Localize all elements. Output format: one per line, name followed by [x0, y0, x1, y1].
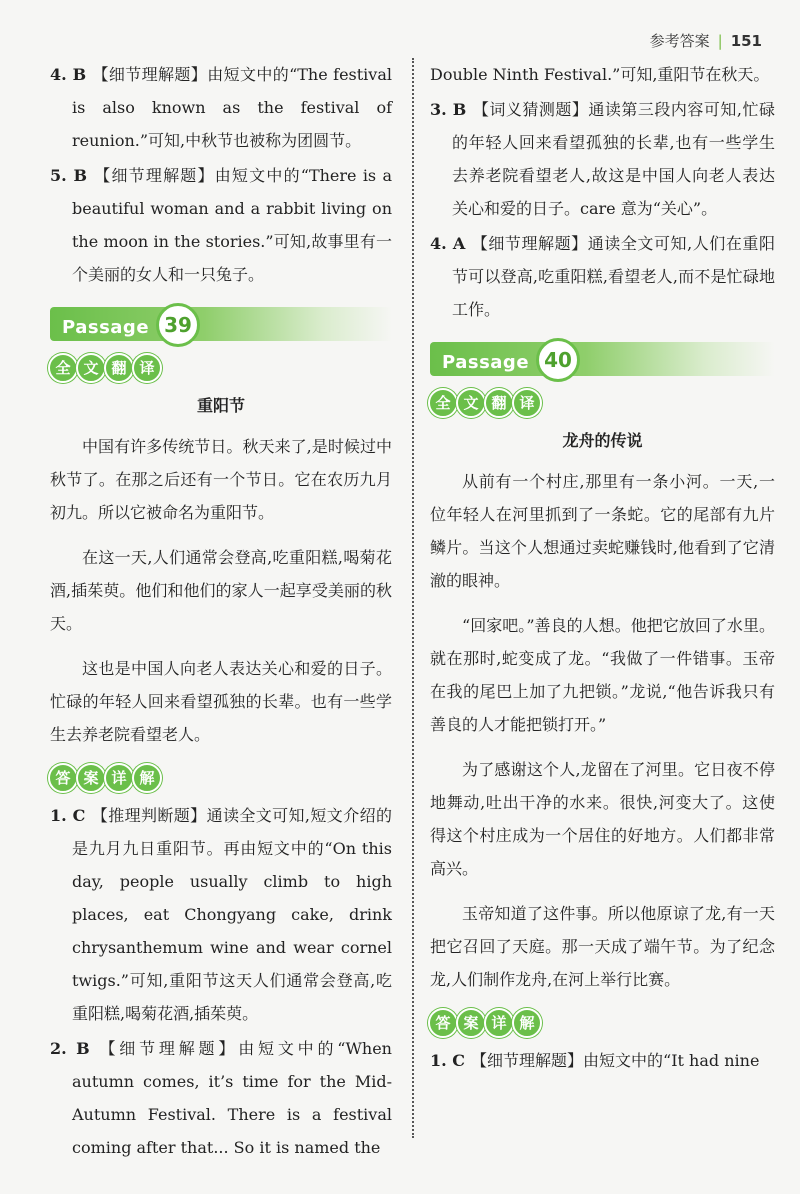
answer-text: 由短文中的“There is a beautiful woman and a rabbit living on the moon in the stories.”可知,故事里有一个美丽的女人和一只兔子。 [72, 166, 392, 284]
badge-char: 解 [132, 763, 162, 793]
translation-paragraph: 中国有许多传统节日。秋天来了,是时候过中秋节了。在那之后还有一个节日。它在农历九月初九。所以它被命名为重阳节。 [50, 437, 392, 522]
right-column [430, 58, 775, 1079]
answer-item [50, 159, 392, 291]
column-divider [412, 58, 414, 1138]
header-separator: | [717, 32, 723, 50]
translation-paragraph: 从前有一个村庄,那里有一条小河。一天,一位年轻人在河里抓到了一条蛇。它的尾部有九片鳞片。当这个人想通过卖蛇赚钱时,他看到了它清澈的眼神。 [430, 472, 775, 590]
badge-char: 全 [48, 353, 78, 383]
badge-char: 翻 [484, 388, 514, 418]
answers-badge [48, 763, 392, 793]
question-type: 【细节理解题】 [92, 65, 208, 84]
passage-number: 39 [156, 303, 200, 347]
page-number: 151 [730, 32, 762, 50]
badge-char: 文 [456, 388, 486, 418]
answer-continuation [430, 58, 775, 91]
translation-paragraph: 玉帝知道了这件事。所以他原谅了龙,有一天把它召回了天庭。那一天成了端午节。为了纪念龙,人们制作龙舟,在河上举行比赛。 [430, 904, 775, 989]
answer-text: 由短文中的“When autumn comes, it’s time for the Mid-Autumn Festival. There is a festival coming after that... So it is named the [72, 1039, 392, 1157]
answer-item [430, 93, 775, 225]
left-column [50, 58, 392, 1166]
badge-char: 解 [512, 1008, 542, 1038]
badge-char: 案 [456, 1008, 486, 1038]
answer-label: 1. C [430, 1051, 466, 1070]
passage-number: 40 [536, 338, 580, 382]
translation-title: 龙舟的传说 [562, 431, 643, 450]
question-type: 【细节理解题】 [93, 166, 215, 185]
answer-text: 由短文中的“It had nine [583, 1051, 760, 1070]
badge-char: 答 [48, 763, 78, 793]
translation-paragraph: 这也是中国人向老人表达关心和爱的日子。忙碌的年轻人回来看望孤独的长辈。也有一些学生去养老院看望老人。 [50, 659, 392, 744]
badge-char: 翻 [104, 353, 134, 383]
badge-char: 详 [104, 763, 134, 793]
badge-char: 全 [428, 388, 458, 418]
answer-item [430, 1044, 775, 1077]
answer-item [50, 58, 392, 157]
passage-banner [430, 342, 775, 376]
answers-badge [428, 1008, 775, 1038]
answer-label: 3. B [430, 100, 467, 119]
translation-paragraph: “回家吧。”善良的人想。他把它放回了水里。就在那时,蛇变成了龙。“我做了一件错事。玉帝在我的尾巴上加了九把锁。”龙说,“他告诉我只有善良的人才能把锁打开。” [430, 616, 775, 734]
answer-item [430, 227, 775, 326]
translation-paragraph: 为了感谢这个人,龙留在了河里。它日夜不停地舞动,吐出干净的水来。很快,河变大了。这使得这个村庄成为一个居住的好地方。人们都非常高兴。 [430, 760, 775, 878]
badge-char: 译 [132, 353, 162, 383]
translation-badge [428, 388, 775, 418]
translation-badge [48, 353, 392, 383]
passage-label: Passage [442, 352, 530, 373]
answer-text: 通读全文可知,短文介绍的是九月九日重阳节。再由短文中的“On this day, people usually climb to high places, eat Chongyang cake, drink chrysanthemum wine and wear cornel twigs.”可知,重阳节这天人们通常会登高,吃重阳糕,喝菊花酒,插茱萸。 [72, 806, 392, 1023]
answer-item [50, 799, 392, 1030]
badge-char: 答 [428, 1008, 458, 1038]
answer-item [50, 1032, 392, 1164]
question-type: 【细节理解题】 [471, 1051, 584, 1070]
question-type: 【细节理解题】 [95, 1039, 239, 1058]
answer-text: Double Ninth Festival.”可知,重阳节在秋天。 [430, 65, 770, 84]
answer-label: 4. B [50, 65, 87, 84]
passage-banner [50, 307, 392, 341]
badge-char: 案 [76, 763, 106, 793]
page-header [650, 30, 762, 51]
question-type: 【推理判断题】 [91, 806, 207, 825]
answer-text: 通读第三段内容可知,忙碌的年轻人回来看望孤独的长辈,也有一些学生去养老院看望老人,故这是中国人向老人表达关心和爱的日子。care 意为“关心”。 [452, 100, 775, 218]
question-type: 【细节理解题】 [471, 234, 588, 253]
section-title: 参考答案 [649, 32, 710, 50]
passage-label: Passage [62, 317, 150, 338]
answer-text: 由短文中的“The festival is also known as the festival of reunion.”可知,中秋节也被称为团圆节。 [72, 65, 392, 150]
answer-text: 通读全文可知,人们在重阳节可以登高,吃重阳糕,看望老人,而不是忙碌地工作。 [452, 234, 775, 319]
badge-char: 文 [76, 353, 106, 383]
badge-char: 详 [484, 1008, 514, 1038]
answer-label: 1. C [50, 806, 86, 825]
question-type: 【词义猜测题】 [472, 100, 589, 119]
answer-label: 2. B [50, 1039, 90, 1058]
answer-label: 4. A [430, 234, 466, 253]
badge-char: 译 [512, 388, 542, 418]
translation-title: 重阳节 [196, 396, 245, 415]
translation-paragraph: 在这一天,人们通常会登高,吃重阳糕,喝菊花酒,插茱萸。他们和他们的家人一起享受美丽的秋天。 [50, 548, 392, 633]
answer-label: 5. B [50, 166, 88, 185]
